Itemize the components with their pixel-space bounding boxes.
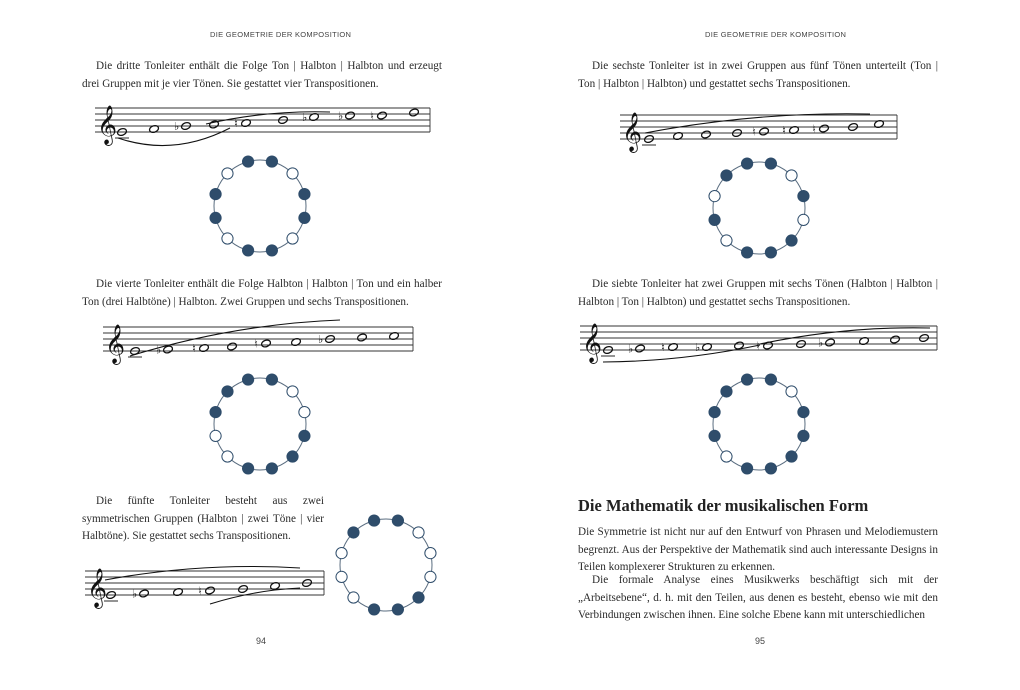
page-number-right: 95	[755, 636, 766, 646]
whole-note	[825, 338, 836, 347]
flat-sign: ♭	[156, 343, 162, 357]
scale4-description: Die vierte Tonleiter enthält die Folge Halbton | Halbton | Ton und ein halber Ton (drei Halbtöne) | Halbton. Zwei Gruppen und sechs Transpositionen.	[82, 278, 442, 308]
flat-sign: ♭	[318, 333, 324, 346]
flat-sign: ♭	[818, 336, 824, 350]
treble-clef-icon: 𝄞	[105, 324, 126, 364]
flat-sign: ♭	[174, 120, 180, 133]
natural-sign: ♮	[234, 117, 238, 130]
section-heading: Die Mathematik der musikalischen Form	[578, 496, 869, 515]
natural-sign: ♮	[192, 342, 196, 355]
flat-sign: ♭	[302, 111, 308, 124]
whole-note	[357, 333, 368, 342]
whole-note	[227, 342, 238, 351]
flat-sign: ♭	[695, 341, 701, 354]
treble-clef-icon: 𝄞	[97, 105, 118, 145]
whole-note	[409, 108, 420, 117]
whole-note	[635, 344, 646, 353]
treble-clef-icon: 𝄞	[582, 323, 603, 363]
slur	[760, 328, 930, 344]
natural-sign: ♮	[782, 124, 786, 137]
natural-sign: ♮	[254, 337, 258, 351]
staff-1	[95, 105, 430, 146]
natural-sign: ♮	[756, 339, 760, 353]
treble-clef-icon: 𝄞	[622, 112, 643, 152]
whole-note	[377, 111, 388, 120]
whole-note	[819, 124, 830, 133]
staff-5	[580, 323, 937, 364]
treble-clef-icon: 𝄞	[87, 568, 108, 608]
page-number-left: 94	[256, 636, 267, 646]
scale3-description: Die dritte Tonleiter enthält die Folge Ton | Halbton | Halbton und erzeugt drei Gruppen mit je vier Tönen. Sie gestattet vier Transpositionen.	[82, 60, 442, 90]
slur	[105, 567, 300, 581]
body-paragraph-1: Die Symmetrie ist nicht nur auf den Entwurf von Phrasen und Melodiemustern begrenzt. Aus der Perspektive der Mathematik sind auch interessante Designs in Teilen komplexerer Strukturen zu erkennen.	[578, 526, 938, 573]
running-head-left: DIE GEOMETRIE DER KOMPOSITION	[210, 30, 352, 39]
staff-4	[620, 112, 897, 153]
whole-note	[345, 111, 356, 120]
whole-note	[890, 335, 901, 344]
flat-sign: ♭	[628, 342, 634, 356]
whole-note	[205, 586, 216, 595]
scale6-description: Die sechste Tonleiter ist in zwei Gruppen aus fünf Tönen unterteilt (Ton | Ton | Halbton | Halbton) und gestattet sechs Transpositionen.	[578, 60, 938, 90]
body-paragraph-2: Die formale Analyse eines Musikwerks beschäftigt sich mit der „Arbeitsebene“, d. h. mit den Teilen, aus denen es besteht, ebenso wie mit den Verbindungen zwischen ihnen. Eine solche Ebene kann mit unterschiedlichen	[578, 574, 938, 621]
natural-sign: ♮	[198, 584, 202, 598]
staff-3	[85, 567, 324, 610]
flat-sign: ♭	[132, 587, 138, 601]
flat-sign: ♭	[338, 109, 344, 123]
slur	[210, 588, 300, 604]
whole-note	[701, 130, 712, 139]
staff-2	[103, 320, 413, 365]
natural-sign: ♮	[370, 109, 374, 123]
whole-note	[261, 339, 272, 348]
scale5-description: Die fünfte Tonleiter besteht aus zwei symmetrischen Gruppen (Halbton | zwei Töne | vier Halbtöne). Sie gestattet sechs Transpositionen.	[82, 495, 324, 542]
whole-note	[139, 589, 150, 598]
running-head-right: DIE GEOMETRIE DER KOMPOSITION	[705, 30, 847, 39]
scale7-description: Die siebte Tonleiter hat zwei Gruppen mit sechs Tönen (Halbton | Halbton | Halbton | Ton | Halbton) und gestattet sechs Transpositionen.	[578, 278, 938, 308]
natural-sign: ♮	[661, 341, 665, 354]
natural-sign: ♮	[752, 125, 756, 139]
natural-sign: ♮	[812, 122, 816, 136]
slur	[603, 342, 760, 362]
slur	[645, 114, 870, 133]
whole-note	[759, 127, 770, 136]
